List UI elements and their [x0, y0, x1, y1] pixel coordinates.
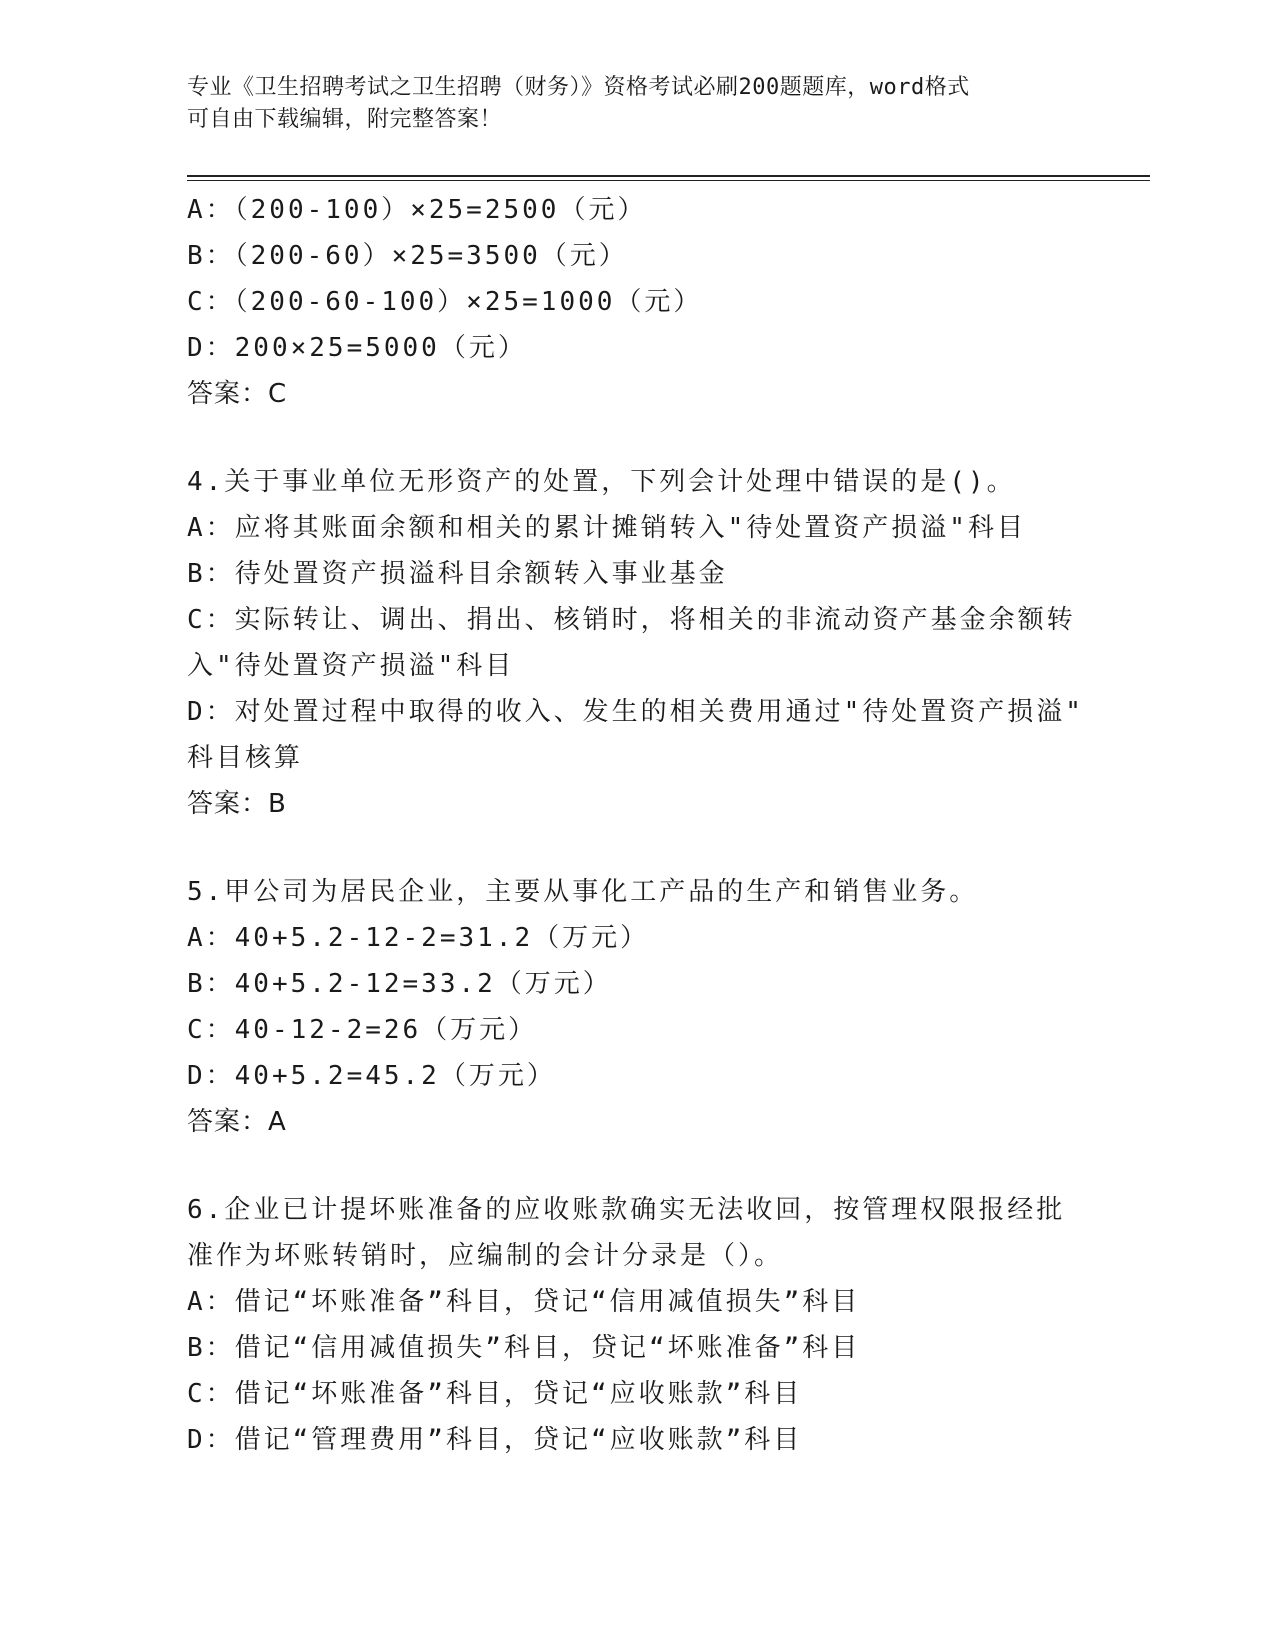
- option-a: A：40+5.2-12-2=31.2（万元）: [187, 923, 650, 953]
- option-c-continued: 入"待处置资产损溢"科目: [187, 651, 515, 681]
- option-d: D：借记“管理费用”科目，贷记“应收账款”科目: [187, 1425, 803, 1455]
- document-header: [187, 72, 1087, 136]
- question-stem: 6.企业已计提坏账准备的应收账款确实无法收回，按管理权限报经批: [187, 1195, 1066, 1225]
- question-stem: 5.甲公司为居民企业，主要从事化工产品的生产和销售业务。: [187, 877, 979, 907]
- option-c: C：（200-60-100）×25=1000（元）: [187, 287, 703, 317]
- option-b: B：（200-60）×25=3500（元）: [187, 241, 628, 271]
- answer: 答案：A: [187, 1107, 287, 1137]
- spacer: [187, 417, 1087, 459]
- question-list: [187, 187, 1087, 1463]
- spacer: [187, 1145, 1087, 1187]
- header-line-2: 可自由下载编辑，附完整答案！: [187, 107, 503, 132]
- header-rule-thin: [187, 180, 1150, 181]
- option-b: B：待处置资产损溢科目余额转入事业基金: [187, 559, 728, 589]
- question-stem: 4.关于事业单位无形资产的处置，下列会计处理中错误的是()。: [187, 467, 1016, 497]
- option-c: C：实际转让、调出、捐出、核销时，将相关的非流动资产基金余额转: [187, 605, 1076, 635]
- spacer: [187, 827, 1087, 869]
- question-stem-continued: 准作为坏账转销时，应编制的会计分录是（）。: [187, 1241, 784, 1271]
- header-line-1: 专业《卫生招聘考试之卫生招聘（财务）》资格考试必刷200题题库，word格式: [187, 75, 970, 100]
- answer: 答案：C: [187, 379, 288, 409]
- option-c: C：借记“坏账准备”科目，贷记“应收账款”科目: [187, 1379, 803, 1409]
- option-b: B：40+5.2-12=33.2（万元）: [187, 969, 612, 999]
- question-5: [187, 869, 1087, 1145]
- option-d: D：200×25=5000（元）: [187, 333, 527, 363]
- answer: 答案：B: [187, 789, 287, 819]
- option-a: A：借记“坏账准备”科目，贷记“信用减值损失”科目: [187, 1287, 861, 1317]
- option-a: A：（200-100）×25=2500（元）: [187, 195, 647, 225]
- question-3: [187, 187, 1087, 417]
- question-4: [187, 459, 1087, 827]
- option-d: D：40+5.2=45.2（万元）: [187, 1061, 556, 1091]
- question-6: [187, 1187, 1087, 1463]
- option-a: A：应将其账面余额和相关的累计摊销转入"待处置资产损溢"科目: [187, 513, 1026, 543]
- option-d: D：对处置过程中取得的收入、发生的相关费用通过"待处置资产损溢": [187, 697, 1084, 727]
- option-c: C：40-12-2=26（万元）: [187, 1015, 538, 1045]
- option-b: B：借记“信用减值损失”科目，贷记“坏账准备”科目: [187, 1333, 861, 1363]
- option-d-continued: 科目核算: [187, 743, 304, 773]
- header-rule-thick: [187, 175, 1150, 177]
